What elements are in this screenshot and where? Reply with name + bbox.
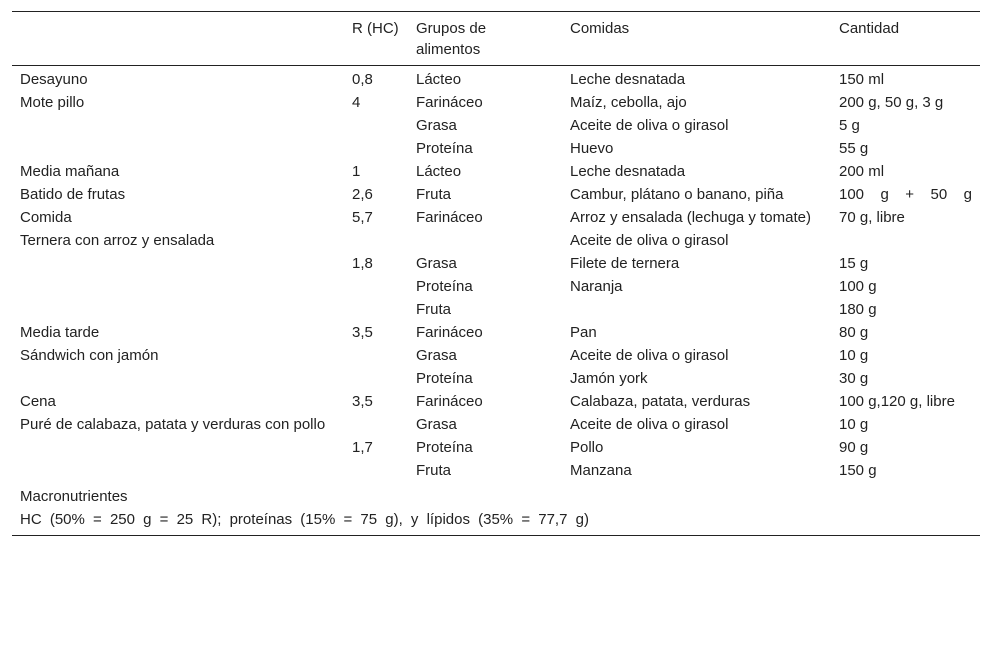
qty-cell: 15 g [839,255,869,272]
group-cell: Farináceo [416,393,483,410]
food-cell: Arroz y ensalada (lechuga y tomate) [570,209,811,226]
group-cell: Farináceo [416,94,483,111]
qty-cell: 90 g [839,439,869,456]
table-row [12,68,980,91]
table-row [12,183,980,206]
r-cell [344,137,408,160]
table-row [12,252,980,275]
food-cell: Calabaza, patata, verduras [570,393,751,410]
r-cell: 2,6 [352,186,373,203]
meal-cell: Ternera con arroz y ensalada [20,232,215,249]
qty-cell: 55 g [839,140,869,157]
table-row [12,436,980,459]
r-cell [344,367,408,390]
meal-cell [12,114,344,137]
meal-cell: Batido de frutas [20,186,126,203]
food-cell: Filete de ternera [570,255,680,272]
macronutrients-label-row [12,482,980,508]
r-cell: 4 [352,94,361,111]
table-row [12,459,980,482]
group-cell: Fruta [416,186,452,203]
diet-table [12,11,980,536]
qty-cell: 10 g [839,347,869,364]
table-row [12,206,980,229]
food-cell: Pollo [570,439,604,456]
group-cell: Proteína [416,370,473,387]
qty-cell: 100 g,120 g, libre [839,393,955,410]
meal-cell [12,459,344,482]
qty-cell: 150 ml [839,71,885,88]
r-cell: 3,5 [352,393,373,410]
meal-cell [12,298,344,321]
r-cell [344,413,408,436]
group-cell [408,229,562,252]
macronutrients-summary-row [12,508,980,536]
header-groups: Grupos de alimentos [416,20,487,58]
food-cell: Pan [570,324,597,341]
group-cell: Lácteo [416,71,462,88]
table-row [12,160,980,183]
meal-cell: Cena [20,393,56,410]
table-row [12,390,980,413]
r-cell: 1,7 [352,439,373,456]
meal-cell: Puré de calabaza, patata y verduras con pollo [20,416,326,433]
macronutrients-summary: HC (50% = 250 g = 25 R); proteínas (15% = 75 g), y lípidos (35% = 77,7 g) [12,508,980,536]
food-cell: Naranja [570,278,623,295]
meal-cell [12,137,344,160]
group-cell: Lácteo [416,163,462,180]
header-meal [12,12,344,66]
qty-cell: 200 g, 50 g, 3 g [839,94,944,111]
table-row [12,367,980,390]
table-row [12,91,980,114]
table-row [12,321,980,344]
r-cell: 5,7 [352,209,373,226]
r-cell: 0,8 [352,71,373,88]
r-cell [344,298,408,321]
meal-cell: Media tarde [20,324,100,341]
food-cell: Maíz, cebolla, ajo [570,94,687,111]
table-row [12,114,980,137]
qty-cell: 200 ml [839,163,885,180]
group-cell: Grasa [416,255,457,272]
qty-cell: 30 g [839,370,869,387]
r-cell: 1,8 [352,255,373,272]
food-cell: Aceite de oliva o girasol [570,232,729,249]
group-cell: Grasa [416,416,457,433]
r-cell: 1 [352,163,361,180]
qty-cell: 10 g [839,416,869,433]
table-row [12,344,980,367]
macronutrients-label: Macronutrientes [20,488,128,505]
meal-cell: Comida [20,209,72,226]
qty-cell: 5 g [839,117,860,134]
qty-cell: 150 g [839,462,877,479]
qty-cell: 180 g [839,301,877,318]
qty-cell: 100 g [839,278,877,295]
food-cell: Jamón york [570,370,648,387]
r-cell: 3,5 [352,324,373,341]
r-cell [344,459,408,482]
group-cell: Farináceo [416,209,483,226]
meal-cell [12,252,344,275]
group-cell: Grasa [416,347,457,364]
r-cell [344,344,408,367]
food-cell: Aceite de oliva o girasol [570,416,729,433]
food-cell: Huevo [570,140,614,157]
header-foods: Comidas [570,20,630,37]
qty-cell: 80 g [839,324,869,341]
table-row [12,413,980,436]
group-cell: Proteína [416,278,473,295]
food-cell: Aceite de oliva o girasol [570,117,729,134]
r-cell [344,229,408,252]
header-qty: Cantidad [839,20,900,37]
table-row [12,137,980,160]
group-cell: Fruta [416,462,452,479]
table-row [12,229,980,252]
food-cell: Cambur, plátano o banano, piña [570,186,784,203]
table-header [12,12,980,66]
food-cell [562,298,831,321]
group-cell: Proteína [416,439,473,456]
header-row [12,12,980,66]
group-cell: Fruta [416,301,452,318]
meal-cell: Mote pillo [20,94,85,111]
meal-cell [12,436,344,459]
r-cell [344,114,408,137]
header-r: R (HC) [352,20,399,37]
r-cell [344,275,408,298]
table-row [12,275,980,298]
food-cell: Aceite de oliva o girasol [570,347,729,364]
table-body [12,66,980,536]
meal-cell [12,275,344,298]
food-cell: Leche desnatada [570,71,686,88]
qty-cell: 70 g, libre [839,209,905,226]
qty-cell [831,229,980,252]
food-cell: Manzana [570,462,632,479]
meal-cell: Sándwich con jamón [20,347,159,364]
food-cell: Leche desnatada [570,163,686,180]
meal-cell [12,367,344,390]
qty-cell: 100 g + 50 g [839,186,972,203]
meal-cell: Media mañana [20,163,120,180]
group-cell: Grasa [416,117,457,134]
group-cell: Farináceo [416,324,483,341]
table-row [12,298,980,321]
meal-cell: Desayuno [20,71,88,88]
group-cell: Proteína [416,140,473,157]
